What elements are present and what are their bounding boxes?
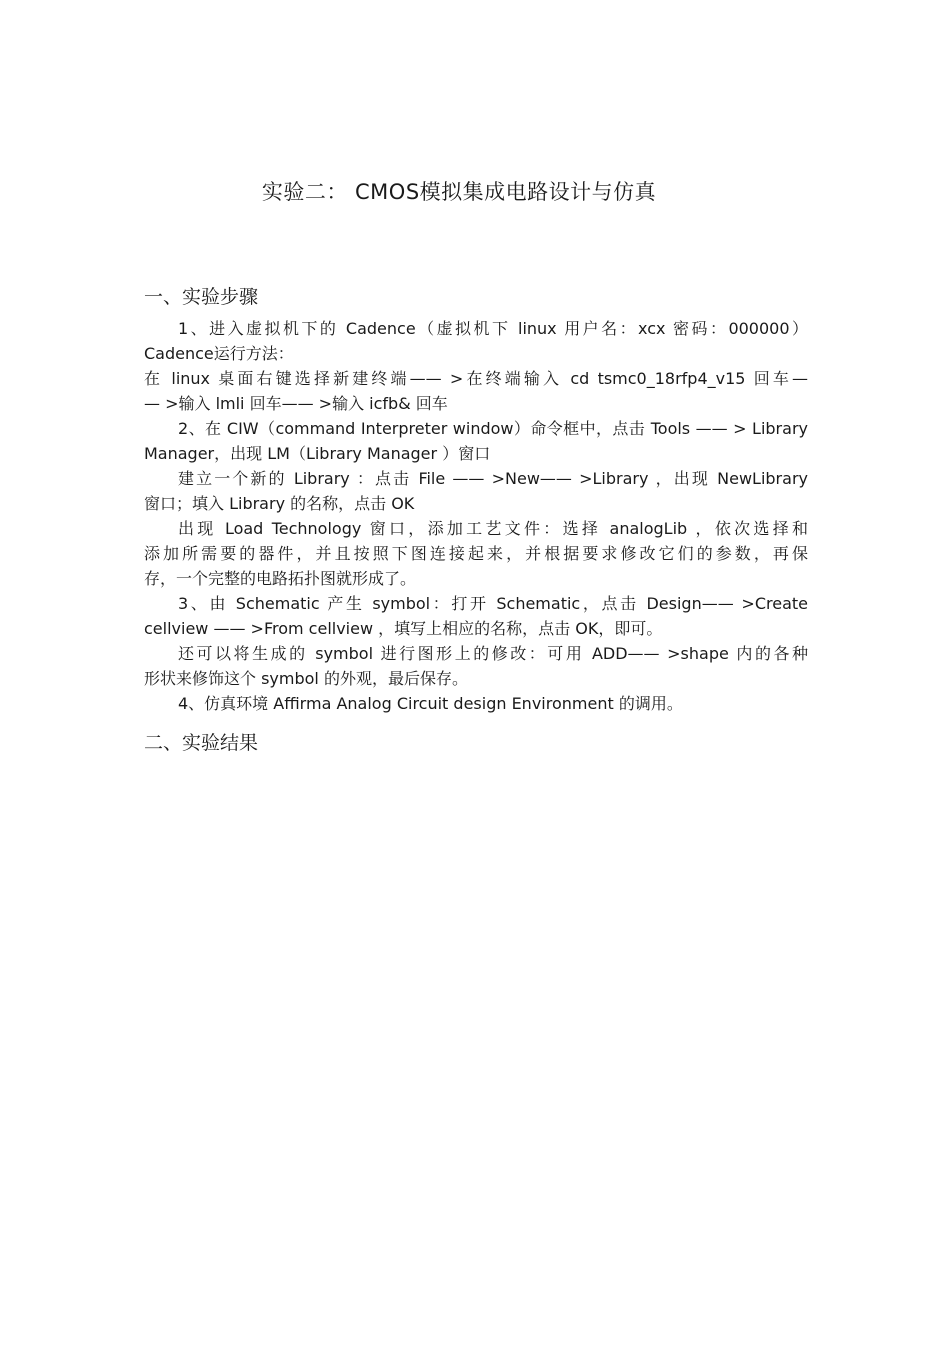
- paragraph-line: 添加所需要的器件，并且按照下图连接起来，并根据要求修改它们的参数，再保: [144, 544, 808, 563]
- paragraph-line: cellview —— >From cellview ，填写上相应的名称，点击 OK，即可。: [144, 619, 663, 638]
- paragraph-line: Cadence运行方法：: [144, 344, 294, 363]
- paragraph-line: 形状来修饰这个 symbol 的外观，最后保存。: [144, 669, 468, 688]
- paragraph-line: 还可以将生成的 symbol 进行图形上的修改：可用 ADD—— >shape 内的各种: [178, 644, 808, 663]
- paragraph-line: 存，一个完整的电路拓扑图就形成了。: [144, 569, 417, 588]
- paragraph-line: 出现 Load Technology 窗口，添加工艺文件：选择 analogLib ，依次选择和: [178, 519, 808, 538]
- paragraph-line: 2、在 CIW（command Interpreter window）命令框中，点击 Tools —— > Library: [178, 419, 808, 438]
- paragraph-line: 建立一个新的 Library ：点击 File —— >New—— >Library ，出现 NewLibrary: [178, 469, 808, 488]
- section-heading-steps: 一、实验步骤: [144, 286, 259, 308]
- paragraph-line: 窗口；填入 Library 的名称，点击 OK: [144, 494, 415, 513]
- paragraph-line: 3、由 Schematic 产生 symbol：打开 Schematic，点击 Design—— >Create: [178, 594, 808, 613]
- paragraph-line: Manager，出现 LM（Library Manager ）窗口: [144, 444, 491, 463]
- paragraph-line: 1、进入虚拟机下的 Cadence（虚拟机下 linux 用户名：xcx 密码：000000）: [178, 319, 808, 338]
- paragraph-line: 4、仿真环境 Affirma Analog Circuit design Environment 的调用。: [178, 694, 683, 713]
- paragraph-line: 在 linux 桌面右键选择新建终端—— >在终端输入 cd tsmc0_18rfp4_v15 回车—: [144, 369, 808, 388]
- document-title: 实验二： CMOS模拟集成电路设计与仿真: [261, 180, 657, 204]
- paragraph-line: — >输入 lmli 回车—— >输入 icfb& 回车: [144, 394, 448, 413]
- section-heading-results: 二、实验结果: [144, 732, 259, 754]
